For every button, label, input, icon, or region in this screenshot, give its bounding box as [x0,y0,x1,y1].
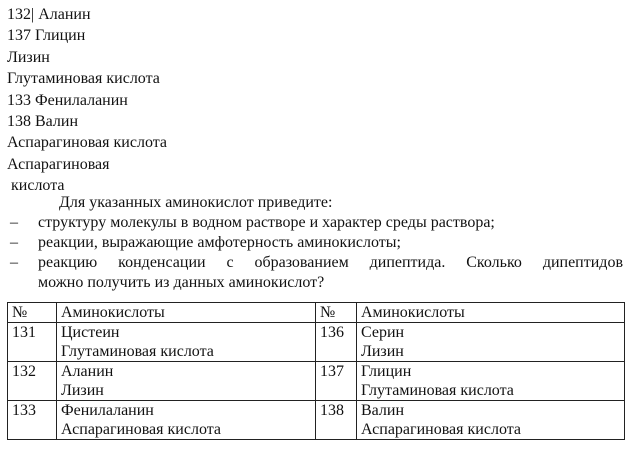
amino-acid-cell [357,362,625,401]
amino-acid-cell [57,362,316,401]
variant-number: 133 [8,401,57,440]
variant-number: 132 [8,362,57,401]
text-line: Аспарагиновая кислота [7,134,168,152]
amino-acid: Аспарагиновая кислота [61,421,222,438]
bullet-text: реакции, выражающие амфотерность аминокислоты; [38,234,401,251]
bullet-item [7,253,623,273]
amino-acid: Глицин [361,363,412,380]
text-line: 132| Аланин [7,6,91,23]
amino-acid: Цистеин [61,324,120,341]
text-line: Аспарагиновая [7,155,110,173]
amino-acid-cell [357,323,625,362]
text-line: 133 Фенилаланин [7,91,128,109]
table-row [8,362,625,401]
text-line: Лизин [7,48,50,66]
amino-acid-cell [57,401,316,440]
table-header-row [8,303,625,323]
text-line: 138 Валин [7,113,79,131]
text-line: кислота [7,177,65,195]
amino-acid-cell [357,401,625,440]
dash-marker: – [10,234,18,251]
amino-acid: Глутаминовая кислота [361,382,514,399]
text-line: 137 Глицин [7,27,86,45]
amino-acid: Фенилаланин [61,402,154,419]
bullet-item [7,213,623,233]
header-amino-acids: Аминокислоты [57,303,316,323]
text-line: Глутаминовая кислота [7,70,160,88]
instruction-lead: Для указанных аминокислот приведите: [59,194,333,211]
amino-acid: Глутаминовая кислота [61,343,214,360]
header-number: № [8,303,57,323]
variant-number: 136 [316,323,357,362]
variant-number: 138 [316,401,357,440]
bullet-item [7,233,623,253]
bullet-text: реакцию конденсации с образованием дипептида. Сколько дипептидов [38,254,623,271]
dash-marker: – [10,254,18,271]
dash-marker: – [10,214,18,231]
amino-acid: Серин [361,324,405,341]
amino-acid: Аланин [61,363,114,380]
amino-acid: Лизин [361,343,404,360]
amino-acid: Лизин [61,382,104,399]
bullet-continuation: можно получить из данных аминокислот? [38,274,325,291]
amino-acid-table [7,302,625,440]
loose-text-lines [7,4,167,197]
header-number: № [316,303,357,323]
amino-acid-cell [57,323,316,362]
header-amino-acids: Аминокислоты [357,303,625,323]
variant-number: 137 [316,362,357,401]
amino-acid: Валин [361,402,405,419]
instruction-block [7,193,623,293]
table-row [8,323,625,362]
amino-acid: Аспарагиновая кислота [361,421,522,438]
bullet-text: структуру молекулы в водном растворе и характер среды раствора; [38,214,495,231]
table-row [8,401,625,440]
variant-number: 131 [8,323,57,362]
